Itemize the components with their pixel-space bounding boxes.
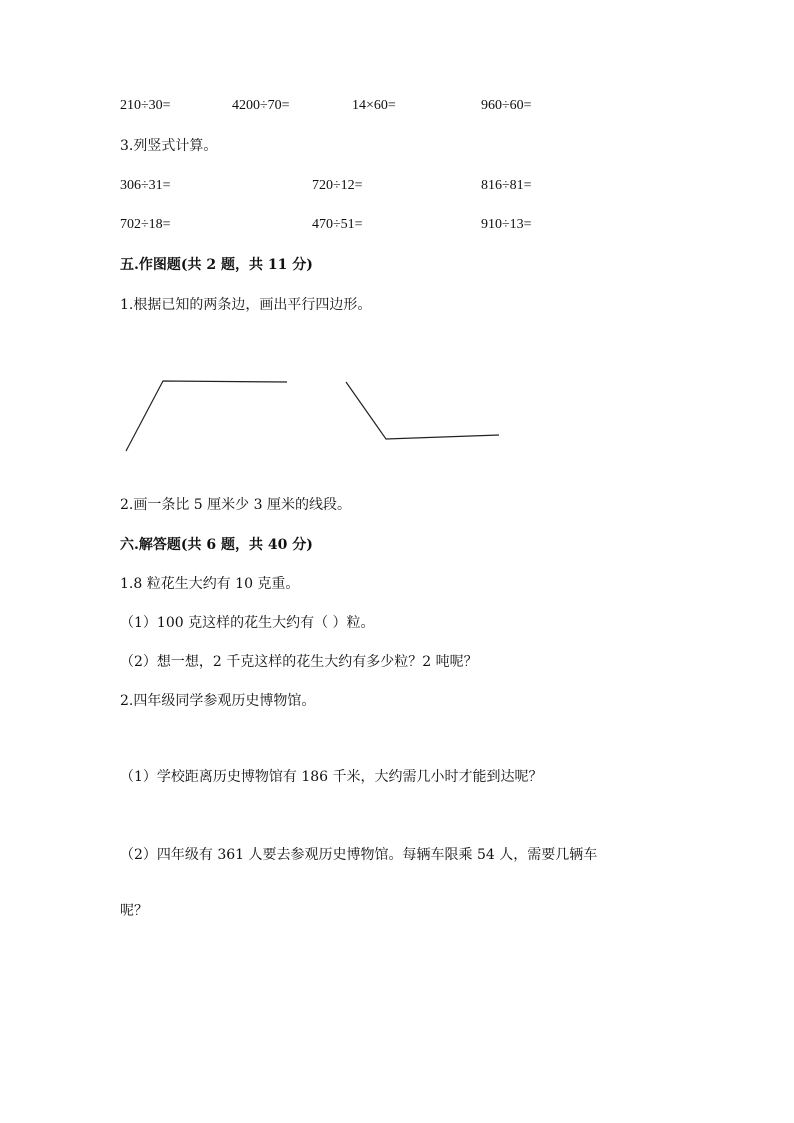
section-6-question-1: 1.8 粒花生大约有 10 克重。 (120, 576, 300, 592)
section-6-question-2-part-2: （2）四年级有 361 人要去参观历史博物馆。每辆车限乘 54 人，需要几辆车 (120, 847, 598, 863)
section-5-question-2: 2.画一条比 5 厘米少 3 厘米的线段。 (120, 497, 351, 513)
vertical-calc-1: 306÷31= (120, 178, 171, 193)
vertical-calc-5: 470÷51= (312, 217, 363, 232)
given-sides-left (126, 381, 287, 451)
section-6-question-1-part-2: （2）想一想，2 千克这样的花生大约有多少粒？2 吨呢？ (120, 654, 478, 670)
calc-item-1: 210÷30= (120, 98, 171, 113)
section-6-question-1-part-1: （1）100 克这样的花生大约有（ ）粒。 (120, 615, 375, 631)
calc-item-3: 14×60= (352, 98, 396, 113)
given-sides-right (346, 382, 499, 439)
vertical-calc-4: 702÷18= (120, 217, 171, 232)
vertical-calc-3: 816÷81= (481, 178, 532, 193)
section-5-question-1: 1.根据已知的两条边，画出平行四边形。 (120, 297, 372, 313)
section-6-title: 六.解答题(共 6 题，共 40 分) (120, 537, 313, 553)
question-3-title: 3.列竖式计算。 (120, 138, 218, 154)
section-6-question-2: 2.四年级同学参观历史博物馆。 (120, 693, 316, 709)
section-6-question-2-part-2-cont: 呢？ (120, 903, 148, 919)
calc-item-2: 4200÷70= (232, 98, 290, 113)
vertical-calc-6: 910÷13= (481, 217, 532, 232)
vertical-calc-2: 720÷12= (312, 178, 363, 193)
calc-item-4: 960÷60= (481, 98, 532, 113)
section-6-question-2-part-1: （1）学校距离历史博物馆有 186 千米，大约需几小时才能到达呢？ (120, 769, 543, 785)
section-5-title: 五.作图题(共 2 题，共 11 分) (120, 257, 313, 273)
